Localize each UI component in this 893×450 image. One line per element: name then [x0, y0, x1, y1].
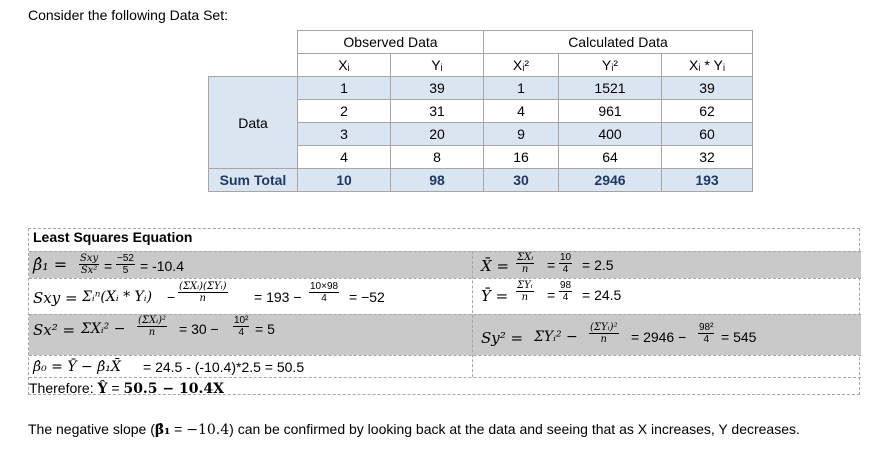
ybar-lhs: Ȳ =	[481, 287, 509, 305]
xbar-lhs: X̄ =	[481, 257, 510, 275]
table-cell: 4	[298, 146, 391, 169]
ybar-frac1: ΣYᵢ n	[517, 280, 533, 303]
table-cell: 1521	[559, 77, 662, 100]
sxy-minus: −	[167, 289, 176, 305]
table-cell: 20	[391, 123, 484, 146]
table-cell: 32	[662, 146, 753, 169]
conclusion-line-1: Therefore: Ŷ = 50.5 − 10.4X	[29, 380, 224, 397]
total-cell: 98	[391, 169, 484, 192]
table-cell: 9	[484, 123, 559, 146]
ybar-eq: =	[547, 287, 556, 303]
sy2-result: = 545	[721, 329, 757, 345]
sx2-sum: ΣXᵢ² −	[81, 321, 126, 337]
beta0-lhs: β̂₀ = Ȳ − β̂₁X̄	[33, 359, 121, 375]
equations-title: Least Squares Equation	[33, 229, 193, 245]
ybar-frac2: $\frac{98}{4}$	[560, 280, 572, 303]
sy2-lhs: Sy² =	[481, 329, 524, 347]
sxy-frac1: (ΣXᵢ)(ΣYᵢ) n	[179, 281, 227, 304]
table-cell: 62	[662, 100, 753, 123]
xbar-frac2: $\frac{10}{4}$	[560, 252, 572, 275]
group-calculated: Calculated Data	[484, 31, 753, 54]
conclusion-line-2: The negative slope (β̂₁ = −10.4) can be confirmed by looking back at the data and seeing that as X increases, Y decreases.	[28, 421, 800, 438]
table-cell: 60	[662, 123, 753, 146]
intro-text: Consider the following Data Set:	[28, 7, 228, 23]
sy2-frac1: (ΣYᵢ)² n	[590, 322, 618, 345]
col-header: Yᵢ	[391, 54, 484, 77]
table-cell: 39	[662, 77, 753, 100]
sxy-mid: = 193 −	[254, 289, 302, 305]
beta1-result: = -10.4	[140, 258, 184, 274]
table-cell: 961	[559, 100, 662, 123]
divider	[29, 278, 861, 279]
sx2-frac1: (ΣXᵢ)² n	[138, 315, 167, 338]
data-table	[208, 30, 753, 192]
sy2-sum: ΣYᵢ² −	[534, 329, 578, 345]
group-observed: Observed Data	[298, 31, 484, 54]
table-cell: 64	[559, 146, 662, 169]
sxy-lhs: Sxy =	[33, 289, 78, 307]
col-header: Yᵢ²	[559, 54, 662, 77]
xbar-result: = 2.5	[582, 257, 614, 273]
beta1-frac2: $\frac{-52}{5}$	[117, 253, 134, 276]
total-cell: 30	[484, 169, 559, 192]
sxy-frac2: $\frac{10\times 98}{4}$	[310, 281, 339, 304]
xbar-frac1: ΣXᵢ n	[517, 252, 534, 275]
row-label-data: Data	[209, 77, 298, 169]
table-cell: 8	[391, 146, 484, 169]
sum-total-label: Sum Total	[209, 169, 298, 192]
col-header: Xᵢ	[298, 54, 391, 77]
beta1-frac1: Sxy Sx²	[80, 253, 99, 276]
table-cell: 31	[391, 100, 484, 123]
total-cell: 10	[298, 169, 391, 192]
divider	[472, 251, 473, 377]
divider	[29, 355, 861, 356]
beta1-eq: =	[104, 258, 113, 274]
table-cell: 400	[559, 123, 662, 146]
total-cell: 2946	[559, 169, 662, 192]
sy2-frac2: $\frac{\text{98²}}{4}$	[699, 322, 714, 345]
table-cell: 3	[298, 123, 391, 146]
table-cell: 4	[484, 100, 559, 123]
sy2-mid: = 2946 −	[631, 329, 687, 345]
table-cell: 2	[298, 100, 391, 123]
divider	[29, 377, 861, 378]
ybar-result: = 24.5	[582, 287, 622, 303]
xbar-eq: =	[547, 257, 556, 273]
table-cell: 1	[484, 77, 559, 100]
sx2-lhs: Sx² =	[33, 321, 76, 339]
col-header: Xᵢ²	[484, 54, 559, 77]
sxy-sum: Σᵢⁿ(Xᵢ * Yᵢ)	[82, 289, 153, 305]
beta0-rest: = 24.5 - (-10.4)*2.5 = 50.5	[143, 359, 305, 375]
sx2-frac2: $\frac{\text{10²}}{4}$	[234, 315, 249, 338]
sxy-result: = −52	[349, 289, 385, 305]
sx2-mid: = 30 −	[179, 321, 219, 337]
divider	[29, 251, 861, 252]
total-cell: 193	[662, 169, 753, 192]
table-cell: 1	[298, 77, 391, 100]
table-cell: 39	[391, 77, 484, 100]
beta1-lhs: β̂₁ =	[33, 255, 68, 274]
sx2-result: = 5	[255, 321, 275, 337]
table-cell: 16	[484, 146, 559, 169]
col-header: Xᵢ * Yᵢ	[662, 54, 753, 77]
equations-panel	[28, 228, 860, 395]
